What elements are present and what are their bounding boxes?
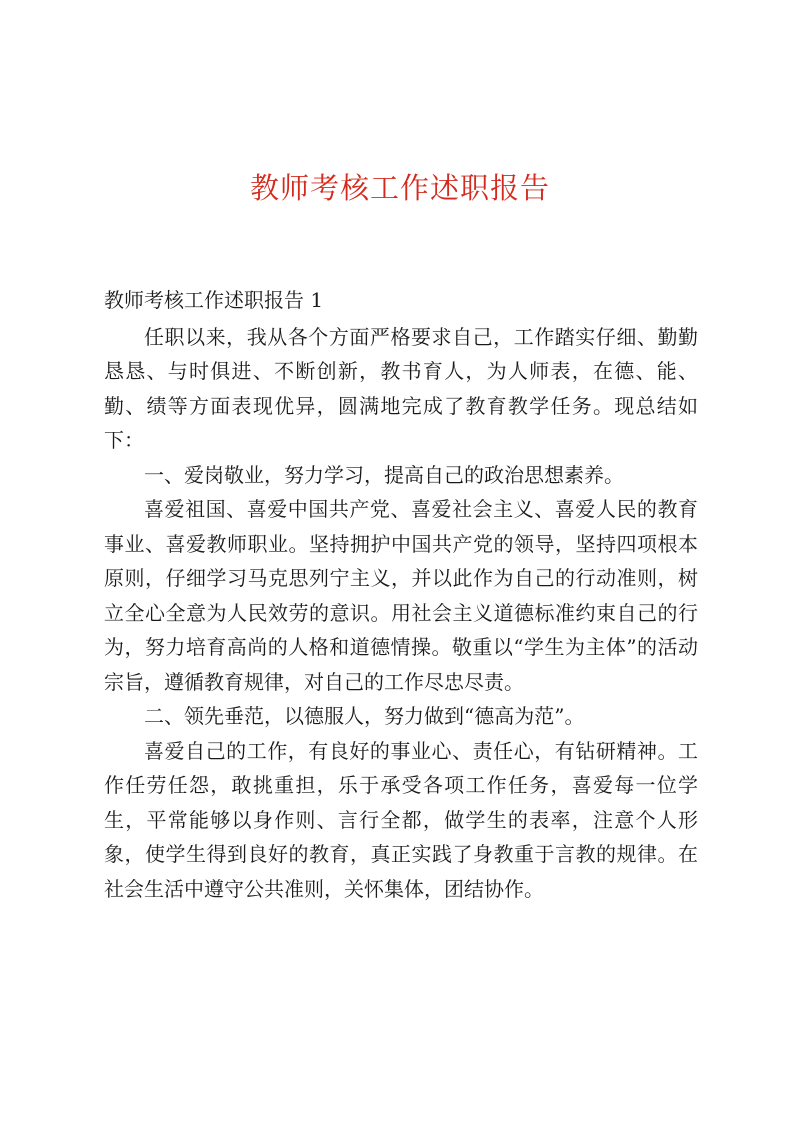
- paragraph-body-2: 喜爱自己的工作，有良好的事业心、责任心，有钻研精神。工作任劳任怨，敢挑重担，乐于承受各项工作任务，喜爱每一位学生，平常能够以身作则、言行全都，做学生的表率，注意个人形象，使学生得到良好的教育，真正实践了身教重于言教的规律。在社会生活中遵守公共准则，关怀集体，团结协作。: [104, 738, 698, 901]
- paragraph-intro: 任职以来，我从各个方面严格要求自己，工作踏实仔细、勤勤恳恳、与时俱进、不断创新，教书育人，为人师表，在德、能、勤、绩等方面表现优异，圆满地完成了教育教学任务。现总结如下：: [104, 324, 698, 452]
- paragraph-heading-2: 二、领先垂范，以德服人，努力做到“德高为范”。: [144, 704, 585, 728]
- paragraph-heading-1: 一、爱岗敬业，努力学习，提高自己的政治思想素养。: [144, 462, 624, 487]
- document-body: [104, 283, 698, 906]
- paragraph-body-1: 喜爱祖国、喜爱中国共产党、喜爱社会主义、喜爱人民的教育事业、喜爱教师职业。坚持拥护中国共产党的领导，坚持四项根本原则，仔细学习马克思列宁主义，并以此作为自己的行动准则，树立全心全意为人民效劳的意识。用社会主义道德标准约束自己的行为，努力培育高尚的人格和道德情操。敬重以“学生为主体”的活动宗旨，遵循教育规律，对自己的工作尽忠尽责。: [104, 497, 698, 694]
- document-title: 教师考核工作述职报告: [249, 171, 550, 205]
- section-heading: 教师考核工作述职报告 1: [104, 288, 324, 312]
